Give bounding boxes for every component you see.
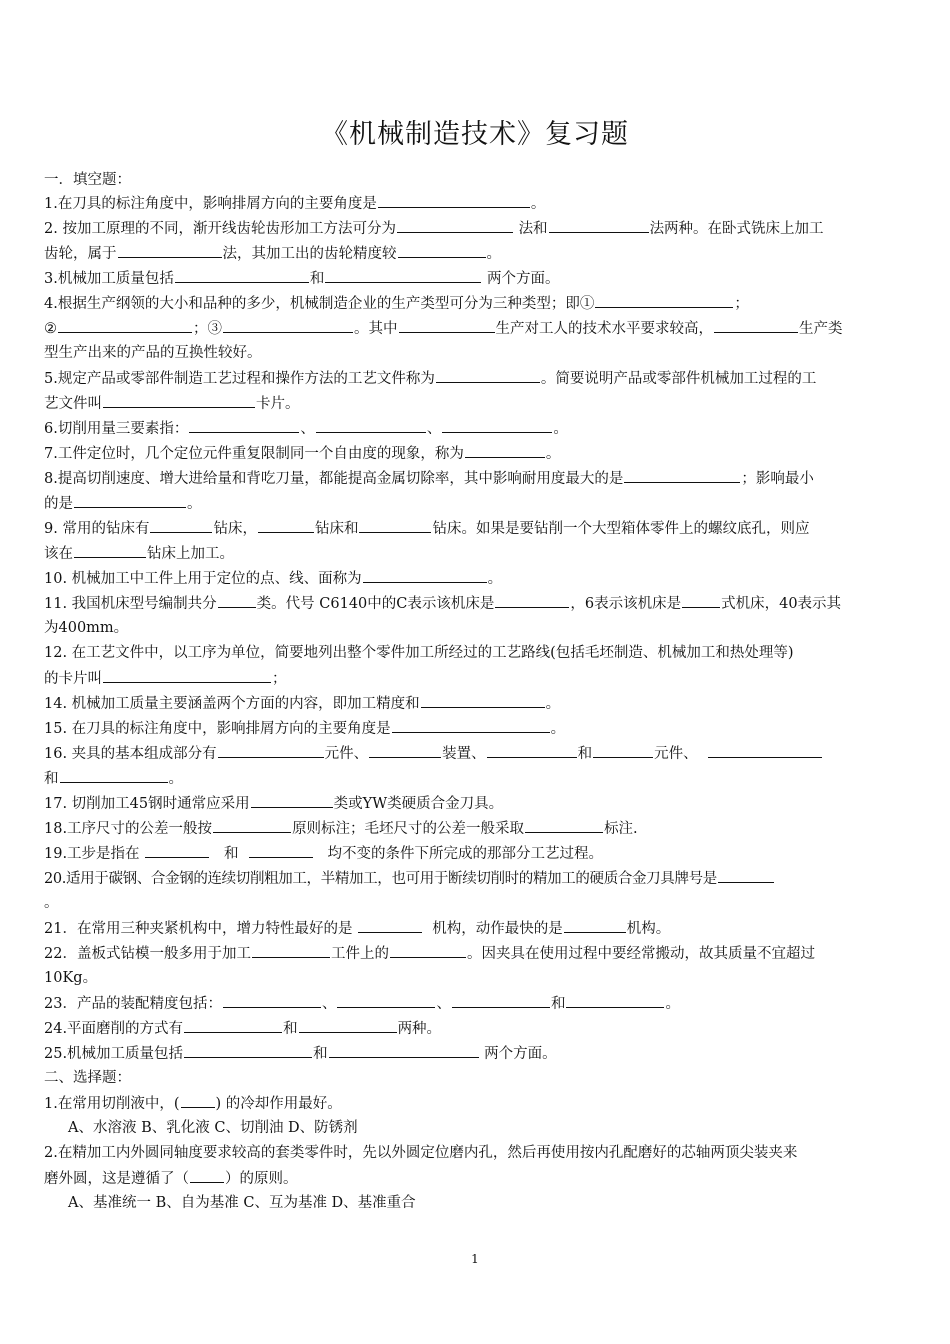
answer-blank[interactable]: [213, 816, 291, 833]
answer-blank[interactable]: [495, 591, 569, 608]
question-5: 5.规定产品或零部件制造工艺过程和操作方法的工艺文件称为 。简要说明产品或零部件机械加工过程的工: [44, 366, 924, 392]
answer-blank[interactable]: [708, 741, 822, 758]
answer-blank[interactable]: [436, 366, 540, 383]
answer-blank[interactable]: [181, 1091, 215, 1108]
question-17: 17. 切削加工45钢时通常应采用 类或YW类硬质合金刀具。: [44, 791, 924, 817]
question-24: 24.平面磨削的方式有 和 两种。: [44, 1016, 924, 1042]
answer-blank[interactable]: [190, 1166, 224, 1183]
answer-blank[interactable]: [223, 991, 321, 1008]
question-15: 15. 在刀具的标注角度中，影响排屑方向的主要角度是 。: [44, 716, 924, 742]
answer-blank[interactable]: [378, 191, 530, 208]
answer-blank[interactable]: [714, 316, 798, 333]
choice-question-1: 1.在常用切削液中，( ) 的冷却作用最好。: [44, 1091, 924, 1117]
answer-blank[interactable]: [223, 316, 353, 333]
choice-question-2: 2.在精加工内外圆同轴度要求较高的套类零件时，先以外圆定位磨内孔，然后再使用按内孔配磨好的芯轴两顶尖装夹来: [44, 1145, 798, 1161]
question-4-cont2: 型生产出来的产品的互换性较好。: [44, 345, 262, 361]
answer-blank[interactable]: [595, 291, 733, 308]
answer-blank[interactable]: [251, 791, 333, 808]
answer-blank[interactable]: [74, 541, 146, 558]
question-18: 18.工序尺寸的公差一般按 原则标注；毛坯尺寸的公差一般采取 标注.: [44, 816, 924, 842]
section-heading-choice: 二、选择题：: [44, 1070, 131, 1086]
answer-blank[interactable]: [397, 216, 513, 233]
answer-blank[interactable]: [150, 516, 212, 533]
answer-blank[interactable]: [398, 241, 486, 258]
answer-blank[interactable]: [184, 1041, 312, 1058]
answer-blank[interactable]: [103, 391, 255, 408]
answer-blank[interactable]: [175, 266, 309, 283]
choice-question-2-cont: 磨外圆，这是遵循了（ ）的原则。: [44, 1166, 924, 1192]
question-19: 19.工步是指在 和 均不变的条件下所完成的那部分工艺过程。: [44, 841, 924, 867]
page-title: 《机械制造技术》复习题: [321, 119, 629, 150]
answer-blank[interactable]: [103, 666, 271, 683]
question-11-cont: 为400mm。: [44, 620, 129, 636]
answer-blank[interactable]: [487, 741, 577, 758]
answer-blank[interactable]: [369, 741, 441, 758]
question-23: 23．产品的装配精度包括： 、 、 和 。: [44, 991, 924, 1017]
question-9: 9. 常用的钻床有 钻床， 钻床和 钻床。如果是要钻削一个大型箱体零件上的螺纹底孔，则应: [44, 516, 924, 542]
answer-blank[interactable]: [252, 941, 330, 958]
answer-blank[interactable]: [316, 416, 426, 433]
question-14: 14. 机械加工质量主要涵盖两个方面的内容，即加工精度和 。: [44, 691, 924, 717]
answer-blank[interactable]: [74, 491, 186, 508]
answer-blank[interactable]: [60, 766, 168, 783]
question-9-cont: 该在 钻床上加工。: [44, 541, 924, 567]
answer-blank[interactable]: [184, 1016, 282, 1033]
question-12-cont: 的卡片叫 ；: [44, 666, 924, 692]
answer-blank[interactable]: [525, 816, 603, 833]
answer-blank[interactable]: [392, 716, 550, 733]
answer-blank[interactable]: [118, 241, 222, 258]
choice-options-1: A、水溶液 B、乳化液 C、切削油 D、防锈剂: [68, 1120, 358, 1136]
question-6: 6.切削用量三要素指： 、 、 。: [44, 416, 924, 442]
question-8: 8.提高切削速度、增大进给量和背吃刀量，都能提高金属切除率，其中影响耐用度最大的是 ；影响最小: [44, 466, 924, 492]
question-2: 2. 按加工原理的不同，渐开线齿轮齿形加工方法可分为 法和 法两种。在卧式铣床上加工: [44, 216, 924, 242]
answer-blank[interactable]: [442, 416, 552, 433]
question-10: 10. 机械加工中工件上用于定位的点、线、面称为 。: [44, 566, 924, 592]
question-22: 22．盖板式钻模一般多用于加工 工件上的 。因夹具在使用过程中要经常搬动，故其质量不宜超过: [44, 941, 924, 967]
answer-blank[interactable]: [249, 841, 313, 858]
question-4-cont: ② ；③ 。其中 生产对工人的技术水平要求较高， 生产类: [44, 316, 924, 342]
question-2-cont: 齿轮，属于 法，其加工出的齿轮精度较 。: [44, 241, 924, 267]
question-12: 12. 在工艺文件中，以工序为单位，简要地列出整个零件加工所经过的工艺路线(包括毛坯制造、机械加工和热处理等): [44, 645, 794, 661]
answer-blank[interactable]: [218, 741, 324, 758]
answer-blank[interactable]: [299, 1016, 397, 1033]
answer-blank[interactable]: [399, 316, 495, 333]
answer-blank[interactable]: [358, 916, 422, 933]
answer-blank[interactable]: [145, 841, 209, 858]
question-20-cont: 。: [44, 895, 59, 911]
answer-blank[interactable]: [325, 266, 481, 283]
question-25: 25.机械加工质量包括 和 两个方面。: [44, 1041, 924, 1067]
answer-blank[interactable]: [624, 466, 740, 483]
answer-blank[interactable]: [566, 991, 664, 1008]
question-22-cont: 10Kg。: [44, 970, 98, 986]
section-heading-fill: 一．填空题：: [44, 172, 131, 188]
answer-blank[interactable]: [189, 416, 299, 433]
question-8-cont: 的是 。: [44, 491, 924, 517]
answer-blank[interactable]: [421, 691, 545, 708]
question-4: 4.根据生产纲领的大小和品种的多少，机械制造企业的生产类型可分为三种类型；即① ；: [44, 291, 924, 317]
answer-blank[interactable]: [390, 941, 466, 958]
answer-blank[interactable]: [337, 991, 435, 1008]
question-20: 20.适用于碳钢、合金钢的连续切削粗加工，半精加工，也可用于断续切削时的精加工的硬质合金刀具牌号是: [44, 866, 924, 892]
question-1: 1.在刀具的标注角度中，影响排屑方向的主要角度是 。: [44, 191, 924, 217]
question-11: 11. 我国机床型号编制共分 类。代号 C6140中的C表示该机床是 ，6表示该机床是 式机床，40表示其: [44, 591, 924, 617]
answer-blank[interactable]: [682, 591, 720, 608]
question-21: 21．在常用三种夹紧机构中，增力特性最好的是 机构，动作最快的是 机构。: [44, 916, 924, 942]
question-7: 7.工件定位时，几个定位元件重复限制同一个自由度的现象，称为 。: [44, 441, 924, 467]
question-5-cont: 艺文件叫 卡片。: [44, 391, 924, 417]
answer-blank[interactable]: [549, 216, 649, 233]
answer-blank[interactable]: [465, 441, 545, 458]
answer-blank[interactable]: [218, 591, 256, 608]
question-16-cont: 和 。: [44, 766, 924, 792]
answer-blank[interactable]: [359, 516, 431, 533]
answer-blank[interactable]: [718, 866, 774, 883]
answer-blank[interactable]: [258, 516, 314, 533]
answer-blank[interactable]: [452, 991, 550, 1008]
question-3: 3.机械加工质量包括 和 两个方面。: [44, 266, 924, 292]
answer-blank[interactable]: [363, 566, 487, 583]
answer-blank[interactable]: [564, 916, 626, 933]
answer-blank[interactable]: [58, 316, 192, 333]
answer-blank[interactable]: [329, 1041, 479, 1058]
question-16: 16. 夹具的基本组成部分有 元件、 装置、 和 元件、: [44, 741, 924, 767]
answer-blank[interactable]: [593, 741, 653, 758]
choice-options-2: A、基准统一 B、自为基准 C、互为基准 D、基准重合: [68, 1195, 416, 1211]
page-number: 1: [471, 1252, 479, 1266]
